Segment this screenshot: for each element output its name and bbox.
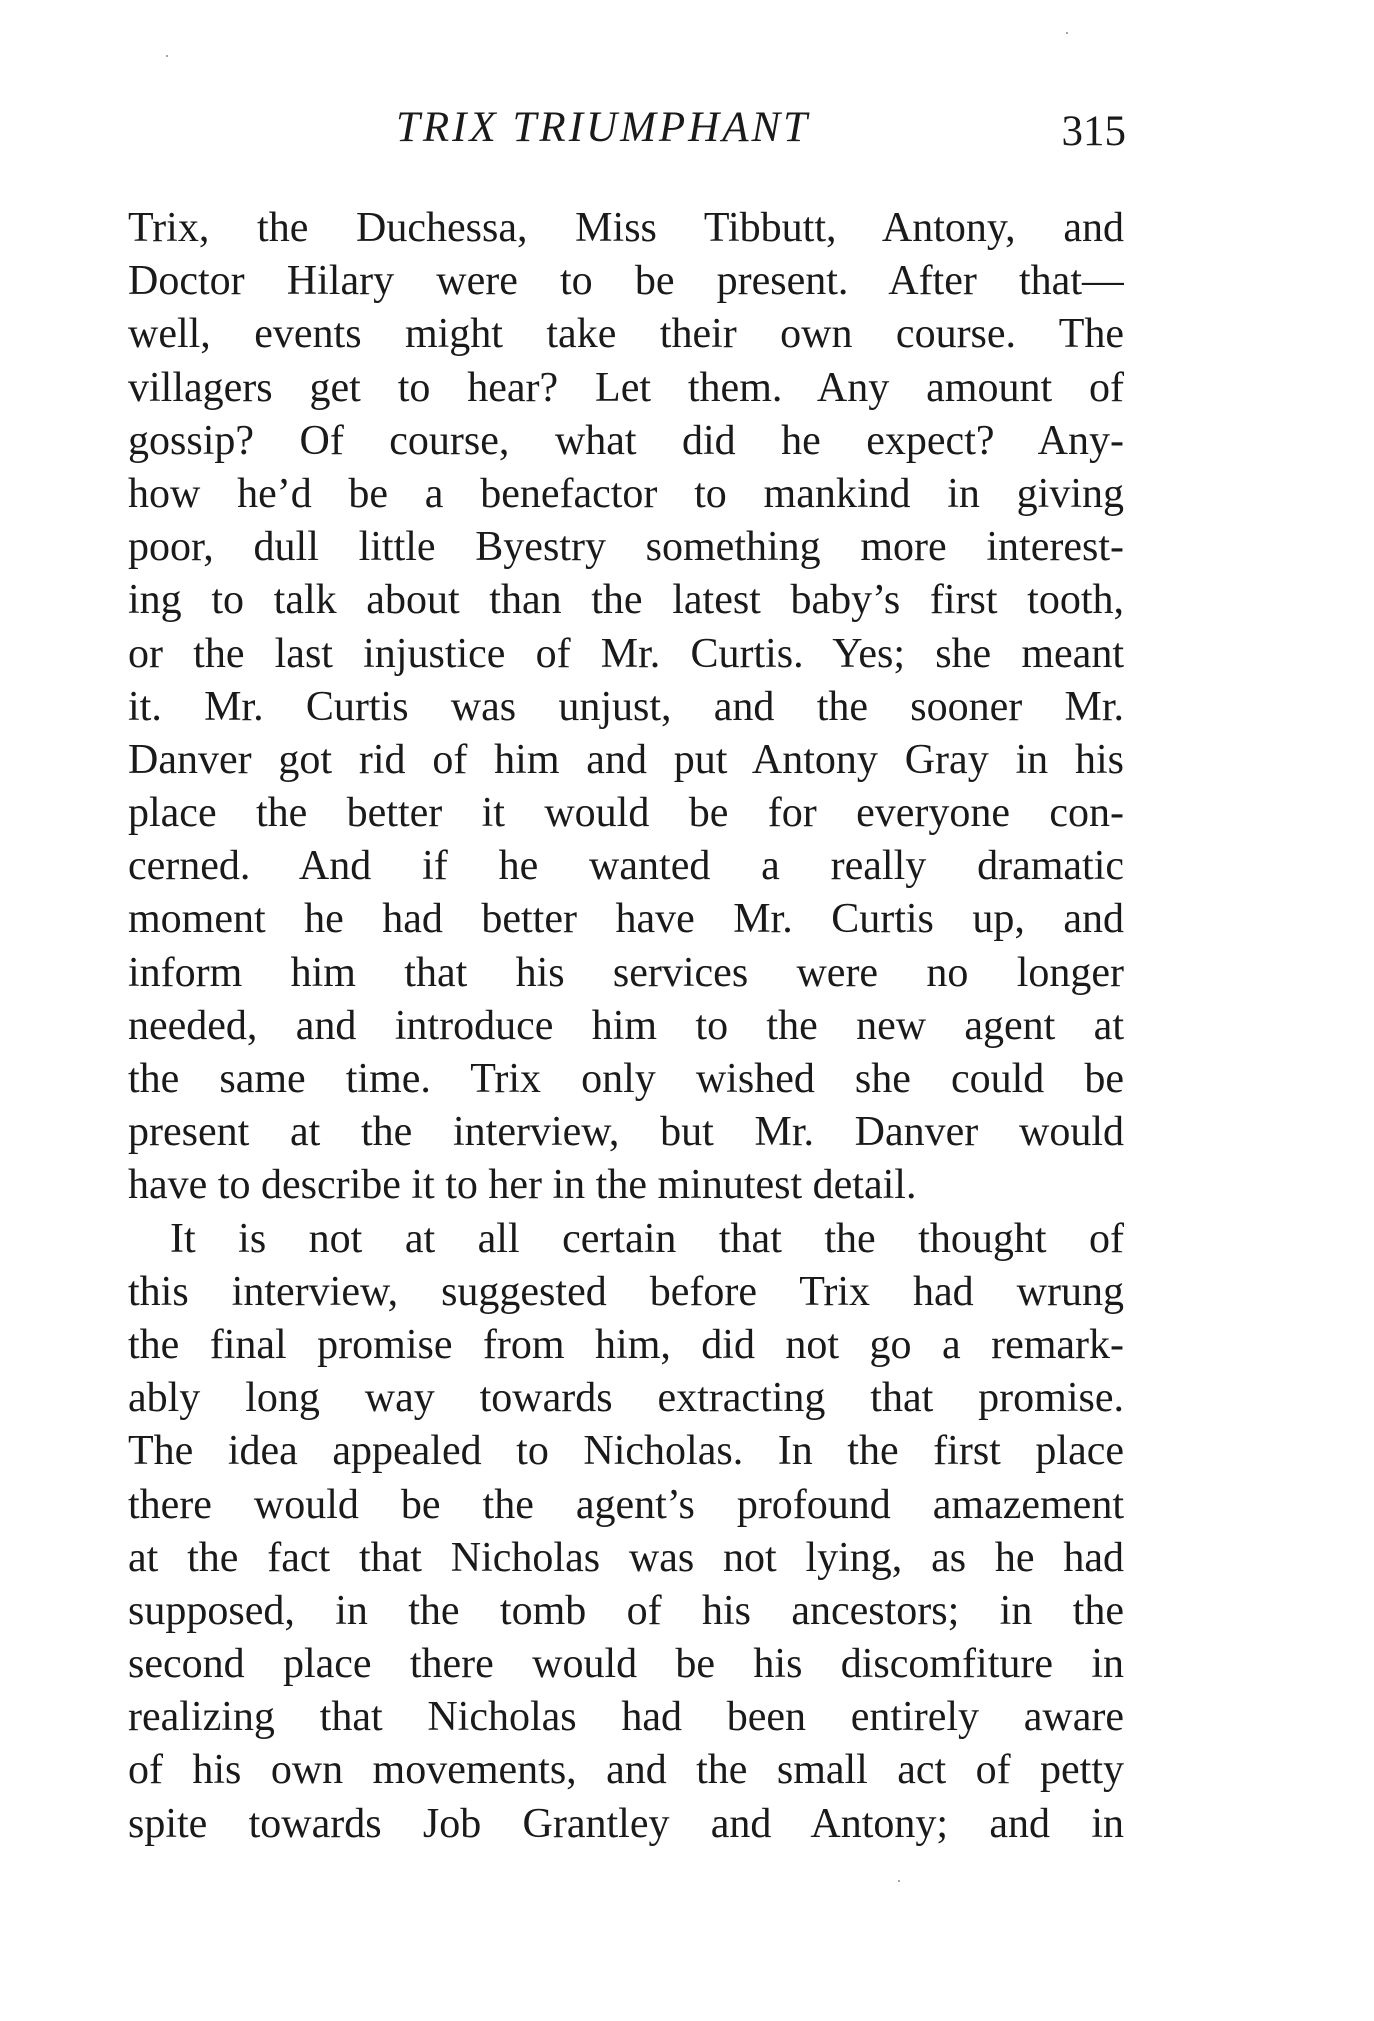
text-line: at the fact that Nicholas was not lying, as he had: [128, 1534, 1124, 1581]
text-line: this interview, suggested before Trix had wrung: [128, 1268, 1124, 1315]
text-line: moment he had better have Mr. Curtis up, and: [128, 896, 1124, 943]
text-line: villagers get to hear? Let them. Any amount of: [128, 364, 1124, 411]
text-line: Danver got rid of him and put Antony Gray in his: [128, 736, 1124, 783]
paper-speck: [1066, 32, 1068, 34]
running-head: [130, 98, 1130, 158]
paper-speck: [898, 1880, 900, 1882]
paragraph-1: [128, 202, 1124, 1213]
text-line: or the last injustice of Mr. Curtis. Yes; she meant: [128, 630, 1124, 677]
text-line: supposed, in the tomb of his ancestors; in the: [128, 1587, 1124, 1634]
text-line: needed, and introduce him to the new agent at: [128, 1002, 1124, 1049]
text-line: how he’d be a benefactor to mankind in giving: [128, 470, 1124, 517]
text-line: gossip? Of course, what did he expect? Any-: [128, 417, 1124, 464]
text-line: ing to talk about than the latest baby’s first tooth,: [128, 577, 1124, 624]
body-text: [128, 202, 1124, 1851]
text-line: Doctor Hilary were to be present. After that—: [128, 258, 1124, 305]
text-line: Trix, the Duchessa, Miss Tibbutt, Antony, and: [128, 205, 1124, 251]
text-line: place the better it would be for everyone con-: [128, 790, 1124, 837]
paper-speck: [166, 55, 168, 57]
text-line: well, events might take their own course. The: [128, 311, 1124, 358]
text-line: present at the interview, but Mr. Danver would: [128, 1109, 1124, 1156]
text-line: it. Mr. Curtis was unjust, and the sooner Mr.: [128, 683, 1124, 730]
running-title: TRIX TRIUMPHANT: [396, 104, 811, 151]
text-line: ably long way towards extracting that promise.: [128, 1375, 1124, 1422]
text-line: spite towards Job Grantley and Antony; and in: [128, 1800, 1124, 1847]
text-line: of his own movements, and the small act of petty: [128, 1747, 1124, 1794]
text-line: the same time. Trix only wished she could be: [128, 1056, 1124, 1102]
text-line: realizing that Nicholas had been entirely aware: [128, 1694, 1124, 1741]
text-line: poor, dull little Byestry something more interest-: [128, 524, 1124, 571]
text-line: have to describe it to her in the minutest detail.: [128, 1162, 917, 1209]
text-line: there would be the agent’s profound amazement: [128, 1481, 1124, 1528]
text-line: inform him that his services were no longer: [128, 949, 1124, 996]
text-line: It is not at all certain that the thought of: [170, 1215, 1124, 1262]
text-line: the final promise from him, did not go a remark-: [128, 1321, 1124, 1368]
paragraph-2: [128, 1213, 1124, 1851]
page-number: 315: [1061, 108, 1126, 155]
text-line: cerned. And if he wanted a really dramatic: [128, 843, 1124, 890]
text-line: The idea appealed to Nicholas. In the first place: [128, 1428, 1124, 1475]
text-line: second place there would be his discomfiture in: [128, 1641, 1124, 1688]
